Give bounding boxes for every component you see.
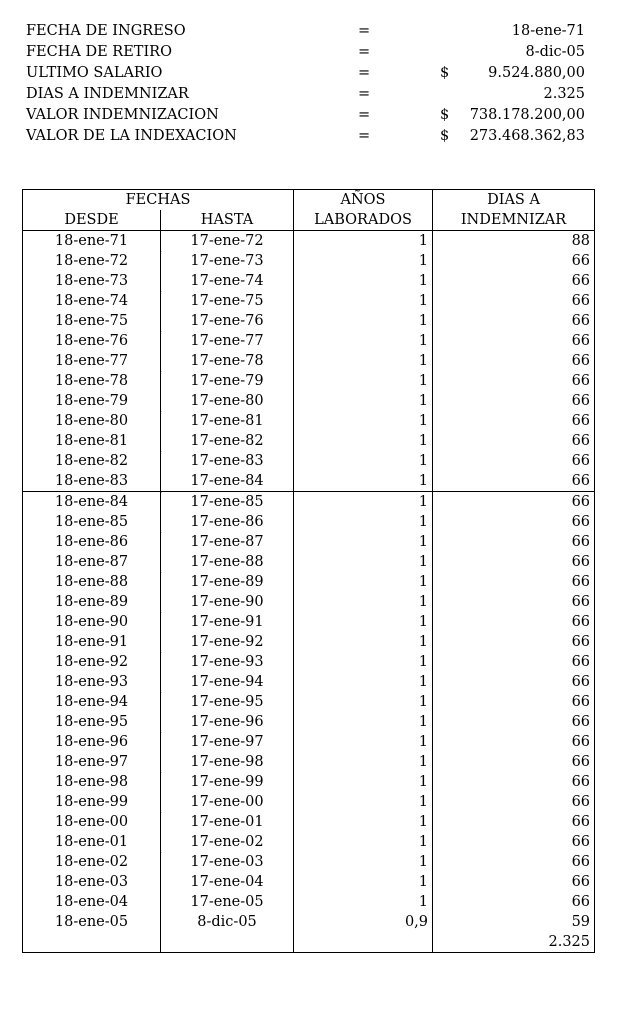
cell-hasta: [161, 692, 294, 712]
cell-anos-laborados: 1: [294, 772, 433, 792]
table-row: [23, 572, 595, 592]
cell-marker-icon: [161, 291, 163, 296]
cell-desde: 18-ene-05: [23, 912, 161, 932]
table-row: [23, 852, 595, 872]
cell-hasta-text: 17-ene-01: [190, 814, 264, 830]
cell-hasta-text: 17-ene-97: [190, 734, 264, 750]
cell-marker-icon: [161, 451, 163, 456]
cell-hasta: [161, 251, 294, 271]
cell-desde: 18-ene-82: [23, 451, 161, 471]
cell-dias-indemnizar: 66: [433, 732, 595, 752]
summary-value: 9.524.880,00: [488, 65, 585, 81]
cell-hasta-text: 17-ene-95: [190, 694, 264, 710]
cell-marker-icon: [161, 572, 163, 577]
cell-hasta: 17-ene-00: [161, 792, 294, 812]
summary-label: FECHA DE INGRESO: [26, 23, 186, 39]
summary-label: ULTIMO SALARIO: [26, 65, 163, 81]
cell-hasta: [161, 492, 294, 513]
summary-equals: =: [358, 128, 371, 144]
cell-hasta: [161, 291, 294, 311]
summary-label: FECHA DE RETIRO: [26, 44, 172, 60]
cell-marker-icon: [161, 532, 163, 537]
table-row: [23, 451, 595, 471]
cell-desde: 18-ene-95: [23, 712, 161, 732]
cell-anos-laborados: 1: [294, 612, 433, 632]
cell-anos-laborados: 1: [294, 251, 433, 271]
cell-anos-laborados: 1: [294, 552, 433, 572]
table-row: [23, 411, 595, 431]
cell-hasta: [161, 371, 294, 391]
cell-desde: 18-ene-94: [23, 692, 161, 712]
table-row: [23, 431, 595, 451]
summary-label: VALOR DE LA INDEXACION: [26, 128, 237, 144]
cell-anos-laborados: 1: [294, 431, 433, 451]
cell-marker-icon: [161, 411, 163, 416]
table-row: [23, 892, 595, 912]
empty-cell: [161, 932, 294, 953]
table-row: [23, 251, 595, 271]
cell-dias-indemnizar: 66: [433, 892, 595, 912]
table-row: [23, 712, 595, 732]
summary-equals: =: [358, 23, 371, 39]
header-dias-indemnizar: INDEMNIZAR: [433, 210, 595, 231]
cell-anos-laborados: 1: [294, 451, 433, 471]
cell-desde: 18-ene-87: [23, 552, 161, 572]
cell-desde: 18-ene-73: [23, 271, 161, 291]
summary-value: 273.468.362,83: [469, 128, 585, 144]
summary-row-valor-indexacion: [0, 126, 617, 147]
cell-dias-indemnizar: 66: [433, 652, 595, 672]
cell-dias-indemnizar: 66: [433, 672, 595, 692]
cell-hasta: 17-ene-02: [161, 832, 294, 852]
cell-desde: 18-ene-01: [23, 832, 161, 852]
table-row: [23, 592, 595, 612]
summary-row-fecha-retiro: [0, 42, 617, 63]
cell-desde: 18-ene-90: [23, 612, 161, 632]
cell-marker-icon: [161, 732, 163, 737]
cell-desde: 18-ene-78: [23, 371, 161, 391]
summary-block: [0, 21, 617, 147]
cell-hasta-text: 17-ene-75: [190, 293, 264, 309]
cell-hasta: [161, 772, 294, 792]
cell-desde: 18-ene-99: [23, 792, 161, 812]
cell-marker-icon: [161, 371, 163, 376]
cell-desde: 18-ene-72: [23, 251, 161, 271]
cell-anos-laborados: 1: [294, 411, 433, 431]
cell-hasta: [161, 652, 294, 672]
cell-anos-laborados: 1: [294, 692, 433, 712]
table-row: [23, 391, 595, 411]
cell-dias-indemnizar: 66: [433, 712, 595, 732]
cell-marker-icon: [161, 812, 163, 817]
table-total-row: [23, 932, 595, 953]
table-row: [23, 471, 595, 492]
summary-equals: =: [358, 86, 371, 102]
table-row: [23, 632, 595, 652]
cell-dias-indemnizar: 66: [433, 552, 595, 572]
table-row: [23, 331, 595, 351]
cell-anos-laborados: 1: [294, 892, 433, 912]
cell-dias-indemnizar: 66: [433, 572, 595, 592]
cell-dias-indemnizar: 66: [433, 471, 595, 492]
empty-cell: [294, 932, 433, 953]
summary-equals: =: [358, 65, 371, 81]
cell-anos-laborados: 1: [294, 231, 433, 252]
cell-anos-laborados: 1: [294, 271, 433, 291]
cell-anos-laborados: 1: [294, 532, 433, 552]
cell-desde: 18-ene-96: [23, 732, 161, 752]
cell-hasta-text: 17-ene-77: [190, 333, 264, 349]
cell-desde: 18-ene-80: [23, 411, 161, 431]
cell-hasta: 17-ene-86: [161, 512, 294, 532]
cell-dias-indemnizar: 66: [433, 411, 595, 431]
summary-currency: $: [440, 107, 450, 123]
cell-anos-laborados: 1: [294, 351, 433, 371]
cell-desde: 18-ene-76: [23, 331, 161, 351]
cell-dias-indemnizar: 66: [433, 532, 595, 552]
cell-desde: 18-ene-89: [23, 592, 161, 612]
cell-hasta: 17-ene-84: [161, 471, 294, 492]
table-row: [23, 692, 595, 712]
cell-hasta-text: 17-ene-87: [190, 534, 264, 550]
cell-dias-indemnizar: 66: [433, 632, 595, 652]
cell-dias-indemnizar: 66: [433, 832, 595, 852]
cell-anos-laborados: 1: [294, 632, 433, 652]
cell-hasta-text: 17-ene-93: [190, 654, 264, 670]
header-desde: DESDE: [23, 210, 161, 231]
cell-desde: 18-ene-77: [23, 351, 161, 371]
cell-anos-laborados: 1: [294, 672, 433, 692]
cell-desde: 18-ene-04: [23, 892, 161, 912]
cell-dias-indemnizar: 66: [433, 311, 595, 331]
table-row: [23, 732, 595, 752]
cell-dias-indemnizar: 88: [433, 231, 595, 252]
header-anos-laborados: LABORADOS: [294, 210, 433, 231]
cell-desde: 18-ene-02: [23, 852, 161, 872]
total-dias: 2.325: [433, 932, 595, 953]
cell-dias-indemnizar: 66: [433, 752, 595, 772]
cell-desde: 18-ene-88: [23, 572, 161, 592]
cell-dias-indemnizar: 66: [433, 391, 595, 411]
cell-anos-laborados: 1: [294, 471, 433, 492]
table-row: [23, 872, 595, 892]
cell-hasta: 17-ene-72: [161, 231, 294, 252]
cell-anos-laborados: 1: [294, 331, 433, 351]
summary-row-fecha-ingreso: [0, 21, 617, 42]
cell-hasta: [161, 732, 294, 752]
cell-hasta: [161, 451, 294, 471]
cell-hasta-text: 17-ene-81: [190, 413, 264, 429]
summary-row-valor-indemnizacion: [0, 105, 617, 126]
cell-desde: 18-ene-97: [23, 752, 161, 772]
cell-dias-indemnizar: 66: [433, 692, 595, 712]
cell-anos-laborados: 1: [294, 391, 433, 411]
indemnization-table: [22, 189, 595, 953]
cell-hasta: 17-ene-90: [161, 592, 294, 612]
cell-dias-indemnizar: 66: [433, 331, 595, 351]
header-anos-top: AÑOS: [294, 190, 433, 211]
empty-cell: [23, 932, 161, 953]
table-row: [23, 612, 595, 632]
cell-marker-icon: [161, 772, 163, 777]
cell-desde: 18-ene-74: [23, 291, 161, 311]
header-fechas: FECHAS: [23, 190, 294, 211]
table-row: [23, 652, 595, 672]
cell-desde: 18-ene-83: [23, 471, 161, 492]
cell-dias-indemnizar: 59: [433, 912, 595, 932]
cell-anos-laborados: 1: [294, 872, 433, 892]
table-row: [23, 311, 595, 331]
cell-hasta: 17-ene-98: [161, 752, 294, 772]
cell-hasta: [161, 812, 294, 832]
cell-dias-indemnizar: 66: [433, 512, 595, 532]
header-dias-top: DIAS A: [433, 190, 595, 211]
cell-desde: 18-ene-98: [23, 772, 161, 792]
cell-anos-laborados: 1: [294, 832, 433, 852]
cell-hasta-text: 17-ene-91: [190, 614, 264, 630]
cell-anos-laborados: 1: [294, 572, 433, 592]
cell-hasta-text: 17-ene-73: [190, 253, 264, 269]
cell-hasta: 8-dic-05: [161, 912, 294, 932]
cell-hasta: [161, 532, 294, 552]
cell-desde: 18-ene-84: [23, 492, 161, 513]
cell-marker-icon: [161, 251, 163, 256]
cell-dias-indemnizar: 66: [433, 612, 595, 632]
cell-anos-laborados: 1: [294, 492, 433, 513]
summary-row-dias-indemnizar: [0, 84, 617, 105]
cell-hasta: 17-ene-78: [161, 351, 294, 371]
table-row: [23, 912, 595, 932]
cell-hasta: 17-ene-04: [161, 872, 294, 892]
table-row: [23, 812, 595, 832]
cell-anos-laborados: 1: [294, 291, 433, 311]
cell-anos-laborados: 1: [294, 732, 433, 752]
table-body: [23, 231, 595, 953]
table-header-row-bottom: [23, 210, 595, 231]
table-row: [23, 792, 595, 812]
cell-hasta: [161, 612, 294, 632]
summary-label: VALOR INDEMNIZACION: [26, 107, 219, 123]
table-row: [23, 512, 595, 532]
table-row: [23, 371, 595, 391]
cell-desde: 18-ene-86: [23, 532, 161, 552]
cell-hasta: 17-ene-88: [161, 552, 294, 572]
cell-hasta-text: 17-ene-79: [190, 373, 264, 389]
cell-desde: 18-ene-92: [23, 652, 161, 672]
table-row: [23, 752, 595, 772]
cell-marker-icon: [161, 331, 163, 336]
cell-anos-laborados: 1: [294, 852, 433, 872]
cell-desde: 18-ene-71: [23, 231, 161, 252]
cell-marker-icon: [161, 612, 163, 617]
cell-hasta: 17-ene-82: [161, 431, 294, 451]
cell-anos-laborados: 0,9: [294, 912, 433, 932]
cell-desde: 18-ene-75: [23, 311, 161, 331]
cell-anos-laborados: 1: [294, 712, 433, 732]
cell-anos-laborados: 1: [294, 371, 433, 391]
table-row: [23, 351, 595, 371]
cell-desde: 18-ene-85: [23, 512, 161, 532]
cell-anos-laborados: 1: [294, 512, 433, 532]
cell-dias-indemnizar: 66: [433, 271, 595, 291]
table-row: [23, 291, 595, 311]
cell-hasta-text: 17-ene-89: [190, 574, 264, 590]
header-hasta: HASTA: [161, 210, 294, 231]
cell-dias-indemnizar: 66: [433, 451, 595, 471]
cell-hasta: [161, 331, 294, 351]
table-row: [23, 231, 595, 252]
cell-hasta: 17-ene-74: [161, 271, 294, 291]
cell-hasta: 17-ene-96: [161, 712, 294, 732]
cell-dias-indemnizar: 66: [433, 492, 595, 513]
table-row: [23, 832, 595, 852]
cell-hasta: 17-ene-92: [161, 632, 294, 652]
cell-anos-laborados: 1: [294, 652, 433, 672]
cell-hasta-text: 17-ene-83: [190, 453, 264, 469]
summary-value: 738.178.200,00: [469, 107, 585, 123]
summary-currency: $: [440, 65, 450, 81]
cell-dias-indemnizar: 66: [433, 772, 595, 792]
table-row: [23, 271, 595, 291]
cell-anos-laborados: 1: [294, 592, 433, 612]
cell-marker-icon: [161, 652, 163, 657]
cell-desde: 18-ene-91: [23, 632, 161, 652]
table-row: [23, 672, 595, 692]
summary-row-ultimo-salario: [0, 63, 617, 84]
summary-value: 8-dic-05: [525, 44, 585, 60]
cell-dias-indemnizar: 66: [433, 431, 595, 451]
cell-dias-indemnizar: 66: [433, 251, 595, 271]
cell-hasta: 17-ene-76: [161, 311, 294, 331]
cell-hasta: [161, 852, 294, 872]
cell-marker-icon: [161, 492, 163, 497]
table-row: [23, 772, 595, 792]
table-row: [23, 532, 595, 552]
summary-value: 2.325: [543, 86, 585, 102]
summary-equals: =: [358, 44, 371, 60]
cell-desde: 18-ene-03: [23, 872, 161, 892]
cell-dias-indemnizar: 66: [433, 852, 595, 872]
cell-hasta: 17-ene-05: [161, 892, 294, 912]
table-row: [23, 492, 595, 513]
cell-anos-laborados: 1: [294, 752, 433, 772]
cell-hasta: [161, 572, 294, 592]
cell-anos-laborados: 1: [294, 792, 433, 812]
cell-dias-indemnizar: 66: [433, 291, 595, 311]
cell-dias-indemnizar: 66: [433, 872, 595, 892]
cell-dias-indemnizar: 66: [433, 812, 595, 832]
summary-label: DIAS A INDEMNIZAR: [26, 86, 189, 102]
cell-dias-indemnizar: 66: [433, 371, 595, 391]
cell-hasta: [161, 411, 294, 431]
summary-equals: =: [358, 107, 371, 123]
cell-desde: 18-ene-79: [23, 391, 161, 411]
cell-hasta: 17-ene-94: [161, 672, 294, 692]
cell-dias-indemnizar: 66: [433, 351, 595, 371]
cell-marker-icon: [161, 852, 163, 857]
cell-hasta: 17-ene-80: [161, 391, 294, 411]
cell-dias-indemnizar: 66: [433, 792, 595, 812]
cell-desde: 18-ene-93: [23, 672, 161, 692]
table-header-row-top: [23, 190, 595, 211]
cell-hasta-text: 17-ene-03: [190, 854, 264, 870]
cell-anos-laborados: 1: [294, 812, 433, 832]
cell-desde: 18-ene-00: [23, 812, 161, 832]
cell-desde: 18-ene-81: [23, 431, 161, 451]
cell-dias-indemnizar: 66: [433, 592, 595, 612]
cell-marker-icon: [161, 692, 163, 697]
summary-value: 18-ene-71: [511, 23, 585, 39]
cell-hasta-text: 17-ene-99: [190, 774, 264, 790]
summary-currency: $: [440, 128, 450, 144]
cell-hasta-text: 17-ene-85: [190, 494, 264, 510]
cell-anos-laborados: 1: [294, 311, 433, 331]
table-row: [23, 552, 595, 572]
